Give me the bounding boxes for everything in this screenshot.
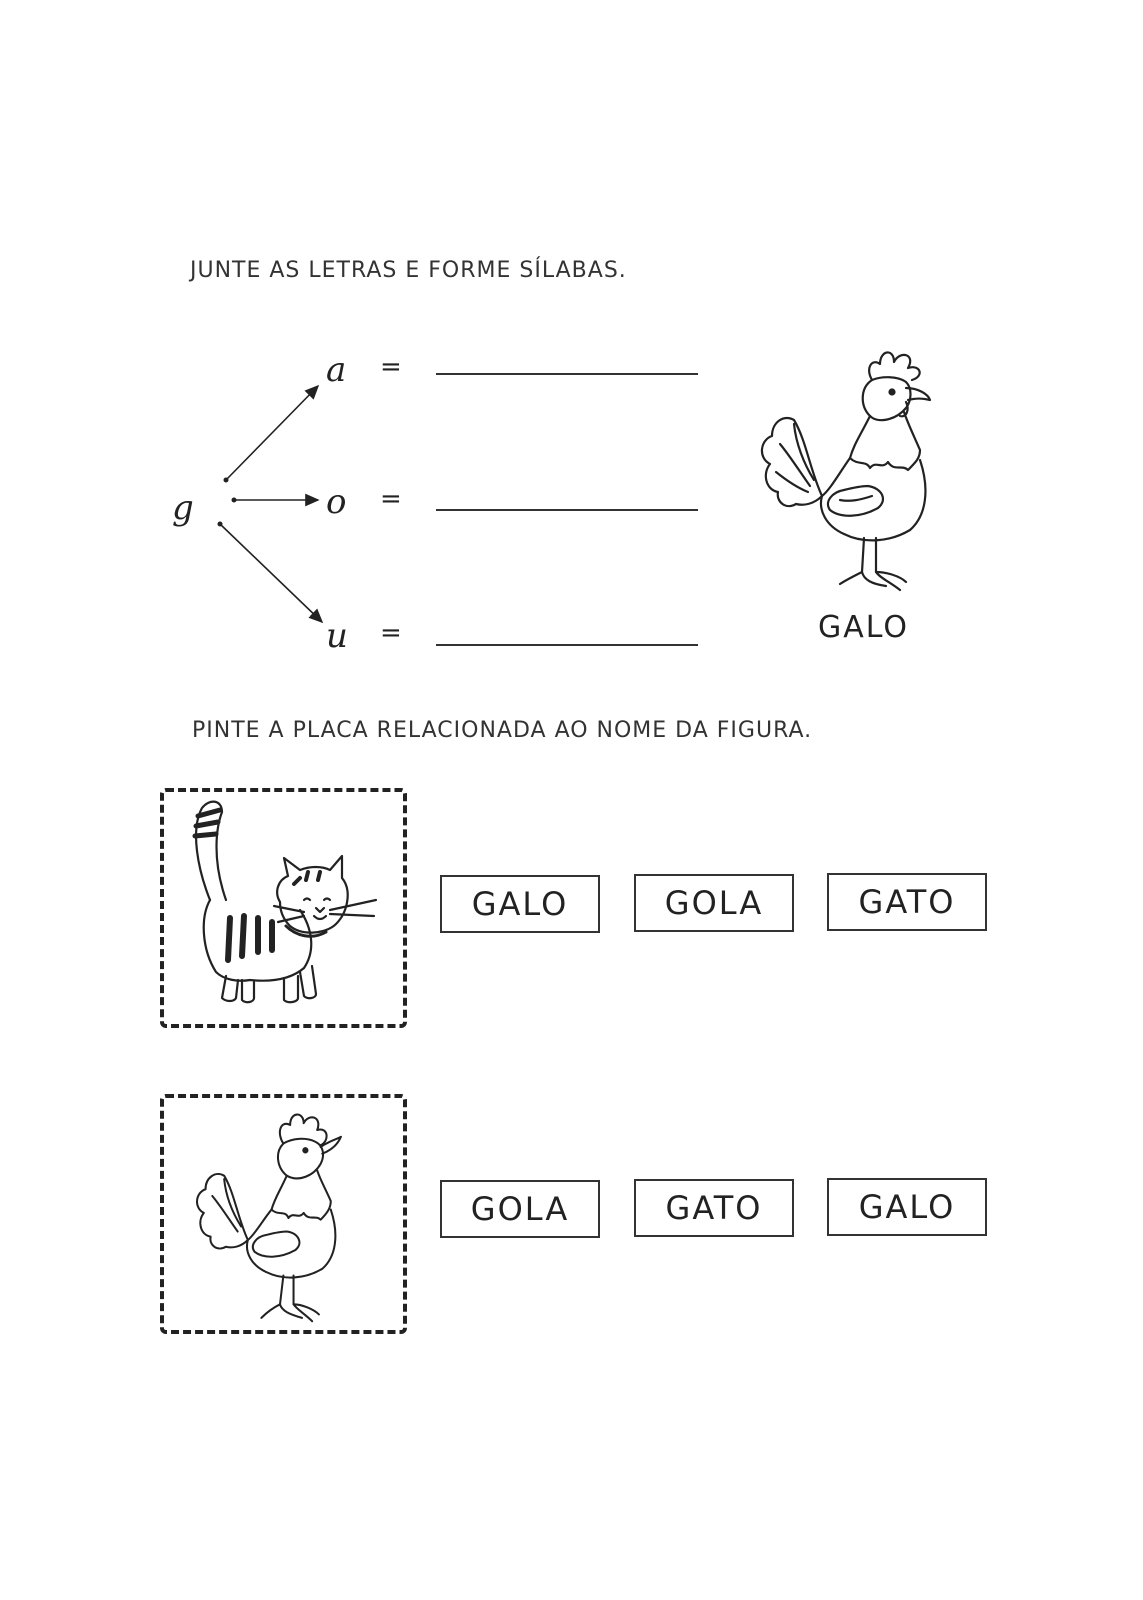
instruction-join-letters: JUNTE AS LETRAS E FORME SÍLABAS. bbox=[190, 258, 627, 283]
consonant-letter: g bbox=[172, 488, 194, 528]
answer-line-u[interactable] bbox=[436, 644, 698, 646]
equals-sign-u: = bbox=[380, 618, 402, 648]
arrow-to-u bbox=[220, 524, 322, 622]
rooster-illustration bbox=[760, 340, 960, 600]
plate-galo[interactable]: GALO bbox=[440, 875, 600, 933]
answer-line-a[interactable] bbox=[436, 373, 698, 375]
equals-sign-a: = bbox=[380, 352, 402, 382]
plate-galo[interactable]: GALO bbox=[827, 1178, 987, 1236]
vowel-a: a bbox=[326, 350, 347, 390]
instruction-paint-plate: PINTE A PLACA RELACIONADA AO NOME DA FIGURA. bbox=[192, 718, 813, 743]
equals-sign-o: = bbox=[380, 484, 402, 514]
plate-gola[interactable]: GOLA bbox=[634, 874, 794, 932]
rooster-small-illustration bbox=[190, 1108, 370, 1328]
plate-gato[interactable]: GATO bbox=[827, 873, 987, 931]
plate-gato[interactable]: GATO bbox=[634, 1179, 794, 1237]
plate-gola[interactable]: GOLA bbox=[440, 1180, 600, 1238]
arrow-to-a bbox=[226, 386, 318, 480]
vowel-u: u bbox=[326, 616, 348, 656]
cat-illustration bbox=[180, 800, 390, 1020]
answer-line-o[interactable] bbox=[436, 509, 698, 511]
vowel-o: o bbox=[326, 482, 347, 522]
rooster-caption: GALO bbox=[818, 610, 910, 645]
